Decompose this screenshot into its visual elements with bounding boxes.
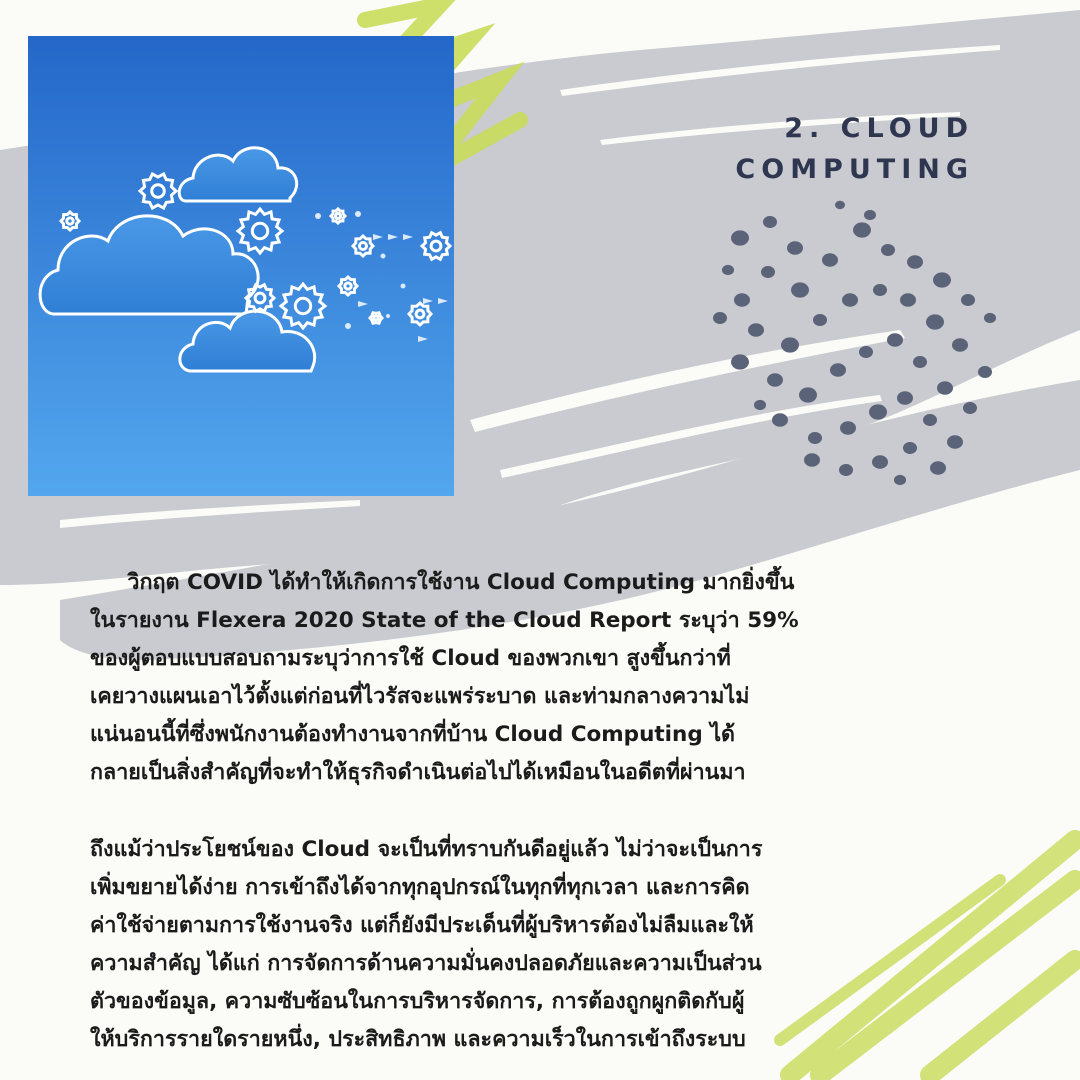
dot xyxy=(835,201,845,210)
body-paragraph-1 xyxy=(90,564,990,792)
dot xyxy=(767,373,783,387)
dot xyxy=(853,222,871,237)
dot xyxy=(930,461,946,475)
dot xyxy=(772,413,788,427)
dot xyxy=(842,293,858,307)
dot xyxy=(869,404,887,419)
dot xyxy=(873,284,887,296)
text-line: ความสำคัญ ได้แก่ การจัดการด้านความมั่นคงปลอดภัยและความเป็นส่วน xyxy=(90,951,762,976)
dot xyxy=(933,272,951,287)
cloud-computing-photo xyxy=(28,36,454,496)
text-line: ตัวของข้อมูล, ความซับซ้อนในการบริหารจัดการ, การต้องถูกผูกติดกับผู้ xyxy=(90,989,745,1014)
dot xyxy=(963,402,977,414)
dot xyxy=(799,387,817,402)
text-line: เพิ่มขยายได้ง่าย การเข้าถึงได้จากทุกอุปกรณ์ในทุกที่ทุกเวลา และการคิด xyxy=(90,875,750,900)
dot xyxy=(859,346,873,358)
dot xyxy=(787,241,803,255)
dot xyxy=(947,435,963,449)
dot xyxy=(923,414,937,426)
dot xyxy=(804,453,820,467)
dot xyxy=(881,244,895,256)
text-line: เคยวางแผนเอาไว้ตั้งแต่ก่อนที่ไวรัสจะแพร่ระบาด และท่ามกลางความไม่ xyxy=(90,684,750,709)
dot xyxy=(978,366,992,378)
text-line: กลายเป็นสิ่งสำคัญที่จะทำให้ธุรกิจดำเนินต่อไปได้เหมือนในอดีตที่ผ่านมา xyxy=(90,760,746,785)
dot xyxy=(839,464,853,476)
cloud-illustration xyxy=(28,36,454,496)
dot xyxy=(791,282,809,297)
dot xyxy=(897,391,913,405)
dot xyxy=(830,363,846,377)
dot xyxy=(894,475,906,485)
dot xyxy=(872,455,888,469)
dot xyxy=(887,333,903,347)
dot xyxy=(900,293,916,307)
dot xyxy=(808,432,822,444)
page-title xyxy=(735,108,974,190)
dot xyxy=(903,442,917,454)
title-line-2: COMPUTING xyxy=(735,154,974,185)
text-line: แน่นอนนี้ที่ซึ่งพนักงานต้องทำงานจากที่บ้าน Cloud Computing ได้ xyxy=(90,722,735,747)
dot xyxy=(937,381,953,395)
dot xyxy=(763,216,777,228)
dot xyxy=(731,230,749,245)
dot xyxy=(822,253,838,267)
dot xyxy=(907,255,923,269)
dot xyxy=(781,337,799,352)
text-line: ให้บริการรายใดรายหนึ่ง, ประสิทธิภาพ และความเร็วในการเข้าถึงระบบ xyxy=(90,1027,746,1052)
dot xyxy=(813,314,827,326)
dot xyxy=(748,323,764,337)
text-line: ของผู้ตอบแบบสอบถามระบุว่าการใช้ Cloud ของพวกเขา สูงขึ้นกว่าที่ xyxy=(90,646,731,671)
dot xyxy=(952,338,968,352)
title-line-1: 2. CLOUD xyxy=(784,113,974,144)
dot xyxy=(754,400,766,410)
dot xyxy=(731,354,749,369)
dot xyxy=(961,294,975,306)
dot xyxy=(722,265,734,275)
dot xyxy=(761,266,775,278)
dot xyxy=(864,210,876,220)
dot xyxy=(734,293,750,307)
dot xyxy=(926,314,944,329)
text-line: ถึงแม้ว่าประโยชน์ของ Cloud จะเป็นที่ทราบกันดีอยู่แล้ว ไม่ว่าจะเป็นการ xyxy=(90,837,763,862)
text-line: วิกฤต COVID ได้ทำให้เกิดการใช้งาน Cloud Computing มากยิ่งขึ้น xyxy=(90,570,795,595)
dot xyxy=(913,356,927,368)
body-paragraph-2 xyxy=(90,831,990,1059)
text-line: ค่าใช้จ่ายตามการใช้งานจริง แต่ก็ยังมีประเด็นที่ผู้บริหารต้องไม่ลืมและให้ xyxy=(90,913,754,938)
text-line: ในรายงาน Flexera 2020 State of the Cloud Report ระบุว่า 59% xyxy=(90,608,799,633)
dot xyxy=(713,312,727,324)
dot xyxy=(984,313,996,323)
dot xyxy=(840,421,856,435)
